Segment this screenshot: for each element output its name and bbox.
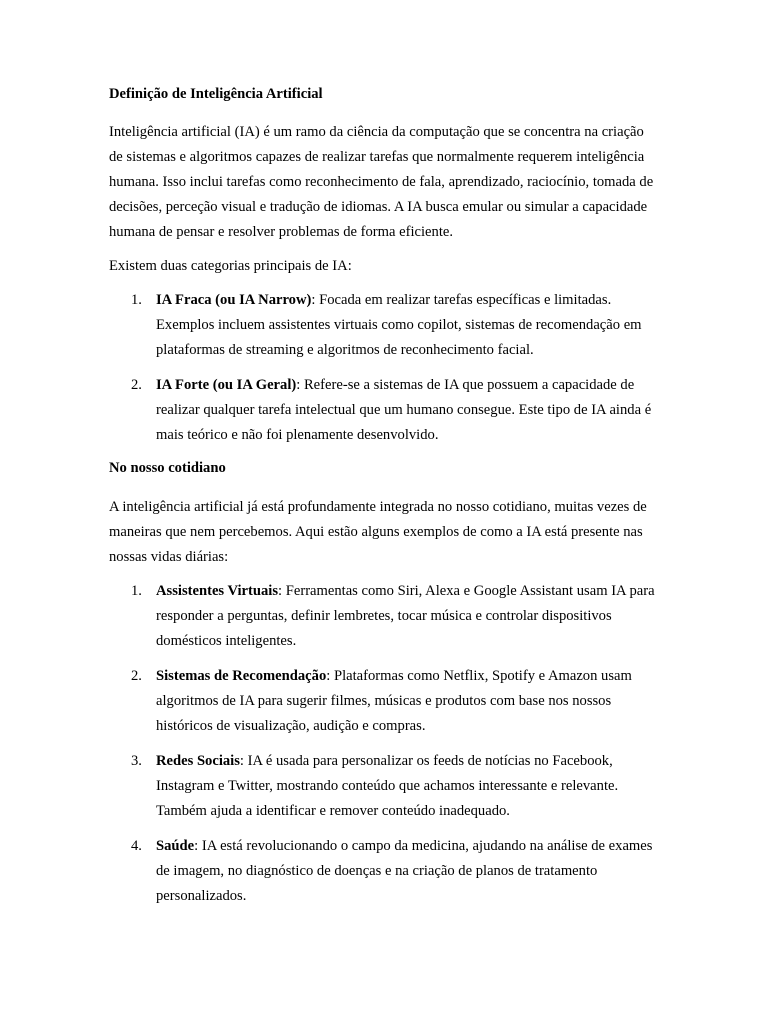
list-item xyxy=(109,579,661,654)
list-item xyxy=(109,834,661,909)
list-text: : Refere-se a sistemas de IA que possuem a capacidade de realizar qualquer tarefa intelectual que um humano consegue. Este tipo de IA ainda é mais teórico e não foi plenamente desenvolvido. xyxy=(156,377,652,443)
list-term: IA Fraca (ou IA Narrow) xyxy=(156,292,312,308)
list-term: Saúde xyxy=(156,838,195,854)
list-number: 2. xyxy=(131,377,142,393)
intro-paragraph: Inteligência artificial (IA) é um ramo da ciência da computação que se concentra na criação de sistemas e algoritmos capazes de realizar tarefas que normalmente requerem inteligência humana. Isso inclui tarefas como reconhecimento de fala, aprendizado, raciocínio, tomada de decisões, perceção visual e tradução de idiomas. A IA busca emular ou simular a capacidade humana de pensar e resolver problemas de forma eficiente. xyxy=(109,124,654,240)
list-text: : Ferramentas como Siri, Alexa e Google Assistant usam IA para responder a perguntas, definir lembretes, tocar música e controlar dispositivos domésticos inteligentes. xyxy=(156,583,655,649)
list-item xyxy=(109,749,661,824)
list-number: 1. xyxy=(131,292,142,308)
list-term: IA Forte (ou IA Geral) xyxy=(156,377,297,393)
list-term: Assistentes Virtuais xyxy=(156,583,279,599)
list-term: Redes Sociais xyxy=(156,753,240,769)
list-item xyxy=(109,373,661,448)
categories-intro: Existem duas categorias principais de IA: xyxy=(109,258,352,274)
list-item xyxy=(109,288,661,363)
list-number: 1. xyxy=(131,583,142,599)
list-text: : IA é usada para personalizar os feeds de notícias no Facebook, Instagram e Twitter, mostrando conteúdo que achamos interessante e relevante. Também ajuda a identificar e remover conteúdo inadequado. xyxy=(156,753,619,819)
list-term: Sistemas de Recomendação xyxy=(156,668,327,684)
list-text: : Focada em realizar tarefas específicas e limitadas. Exemplos incluem assistentes virtuais como copilot, sistemas de recomendação em plataformas de streaming e algoritmos de reconhecimento facial. xyxy=(156,292,642,358)
list-item xyxy=(109,664,661,739)
section-heading: No nosso cotidiano xyxy=(109,460,226,476)
list-text: : IA está revolucionando o campo da medicina, ajudando na análise de exames de imagem, no diagnóstico de doenças e na criação de planos de tratamento personalizados. xyxy=(156,838,653,904)
list-number: 4. xyxy=(131,838,142,854)
categories-list xyxy=(109,288,661,448)
list-number: 2. xyxy=(131,668,142,684)
page-title: Definição de Inteligência Artificial xyxy=(109,86,323,102)
document-page xyxy=(109,84,661,919)
examples-list xyxy=(109,579,661,909)
list-text: : Plataformas como Netflix, Spotify e Amazon usam algoritmos de IA para sugerir filmes, músicas e produtos com base nos nossos históricos de visualização, audição e compras. xyxy=(156,668,632,734)
list-number: 3. xyxy=(131,753,142,769)
section-paragraph: A inteligência artificial já está profundamente integrada no nosso cotidiano, muitas vezes de maneiras que nem percebemos. Aqui estão alguns exemplos de como a IA está presente nas nossas vidas diárias: xyxy=(109,499,647,565)
